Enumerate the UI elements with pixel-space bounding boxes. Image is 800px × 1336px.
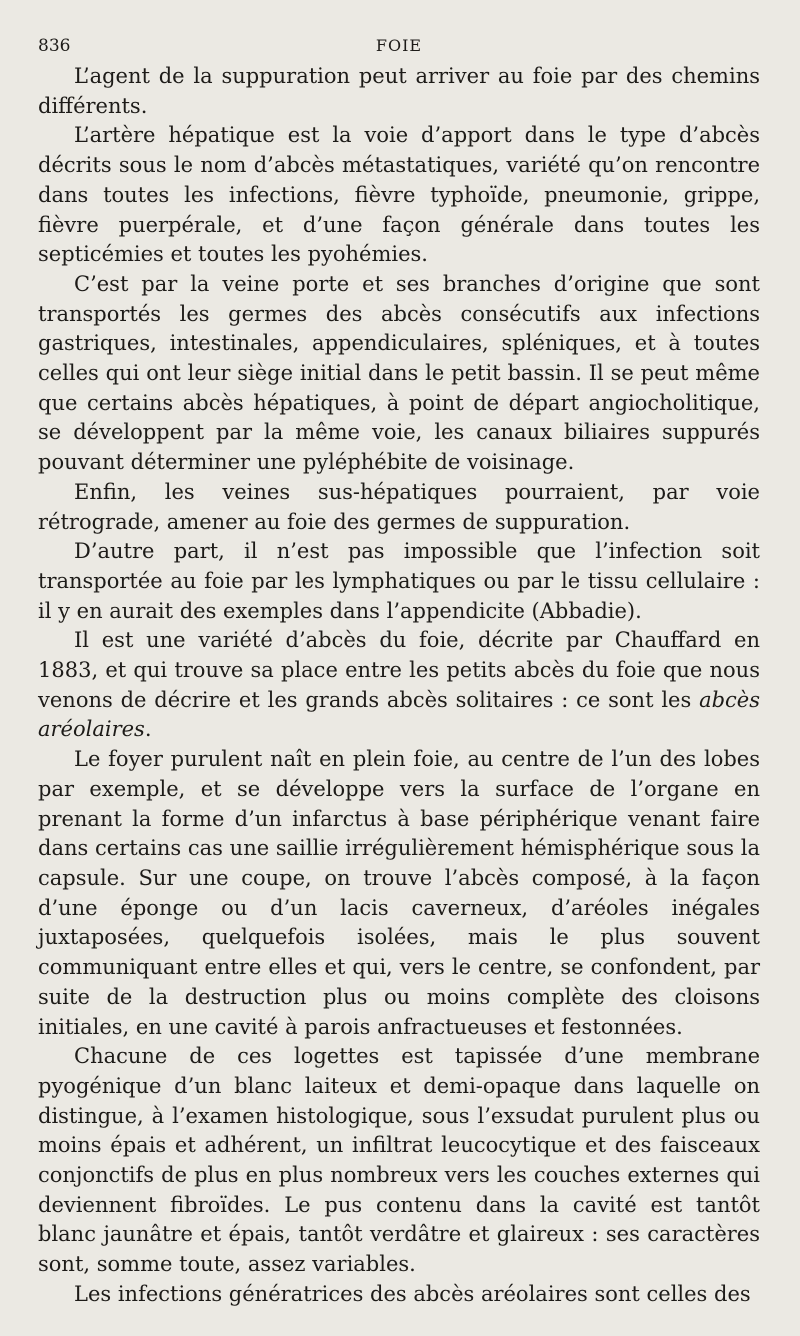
paragraph-infections-generatrices: Les infections génératrices des abcès aréolaires sont celles des	[74, 1281, 751, 1306]
paragraph-logettes: Chacune de ces logettes est tapissée d’une membrane pyogénique d’un blanc laiteux et demi-opaque dans laquelle on distingue, à l’examen histologique, sous l’exsudat purulent plus ou moins épais et adhérent, un infiltrat leucocytique et des faisceaux conjonctifs de plus en plus nombreux vers les couches externes qui deviennent fibroïdes. Le pus contenu dans la cavité est tantôt blanc jaunâtre et épais, tantôt verdâtre et glaireux : ses caractères sont, somme toute, assez variables.	[38, 1044, 760, 1277]
running-title: FOIE	[375, 36, 423, 55]
areolar-text-before: Il est une variété d’abcès du foie, décrite par Chauffard en 1883, et qui trouve sa place entre les petits abcès du foie que nous venons de décrire et les grands abcès solitaires : ce sont les	[38, 628, 760, 712]
paragraph-artere-hepatique: L’artère hépatique est la voie d’apport dans le type d’abcès décrits sous le nom d’abcès métastatiques, variété qu’on rencontre dans toutes les infections, fièvre typhoïde, pneumonie, grippe, fièvre puerpérale, et d’une façon générale dans toutes les septicémies et toutes les pyohémies.	[38, 123, 760, 267]
page-number: 836	[38, 36, 71, 56]
paragraph-lymphatiques: D’autre part, il n’est pas impossible que l’infection soit transportée au foie par les lymphatiques ou par le tissu cellulaire : il y en aurait des exemples dans l’appendicite (Abbadie).	[38, 539, 760, 623]
paragraph-veine-porte: C’est par la veine porte et ses branches d’origine que sont transportés les germes des abcès consécutifs aux infections gastriques, intestinales, appendiculaires, spléniques, et à toutes celles qui ont leur siège initial dans le petit bassin. Il se peut même que certains abcès hépatiques, à point de départ angiocholitique, se développent par la même voie, les canaux biliaires suppurés pouvant déterminer une pyléphébite de voisinage.	[38, 271, 760, 475]
areolar-text-after: .	[144, 717, 152, 742]
paragraph-agent: L’agent de la suppuration peut arriver au foie par des chemins différents.	[38, 64, 760, 118]
body-text	[38, 62, 760, 1310]
paragraph-foyer-purulent: Le foyer purulent naît en plein foie, au centre de l’un des lobes par exemple, et se développe vers la surface de l’organe en prenant la forme d’un infarctus à base périphérique venant faire dans certains cas une saillie irrégulièrement hémisphérique sous la capsule. Sur une coupe, on trouve l’abcès composé, à la façon d’une éponge ou d’un lacis caverneux, d’aréoles inégales juxtaposées, quelquefois isolées, mais le plus souvent communiquant entre elles et qui, vers le centre, se confondent, par suite de la destruction plus ou moins complète des cloisons initiales, en une cavité à parois anfractueuses et festonnées.	[38, 747, 760, 1039]
areolar-emphasis: abcès aréolaires	[38, 687, 760, 742]
paragraph-veines-sus-hepatiques: Enfin, les veines sus-hépatiques pourraient, par voie rétrograde, amener au foie des germes de suppuration.	[38, 479, 760, 534]
running-head	[38, 28, 760, 62]
paragraph-abces-areolaires	[38, 626, 760, 745]
